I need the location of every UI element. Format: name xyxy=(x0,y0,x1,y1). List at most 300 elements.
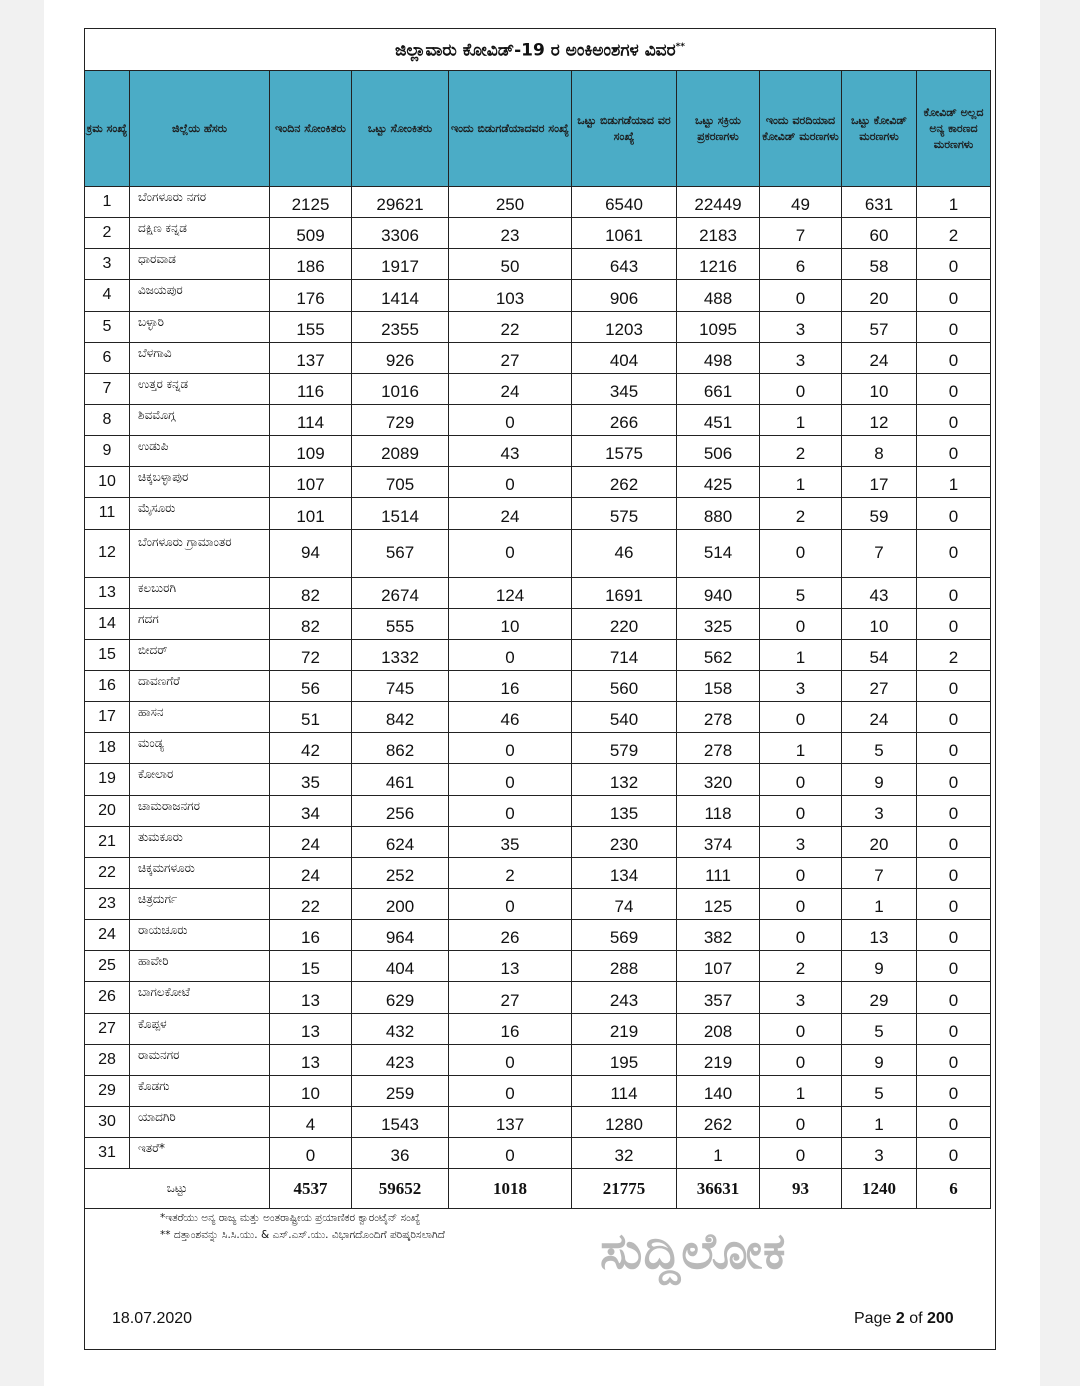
value-cell: 35 xyxy=(270,764,352,795)
value-cell: 1514 xyxy=(352,498,449,529)
value-cell: 0 xyxy=(449,1138,572,1169)
value-cell: 862 xyxy=(352,733,449,764)
district-name-cell: ತುಮಕೂರು xyxy=(130,826,270,857)
value-cell: 0 xyxy=(917,1138,991,1169)
value-cell: 219 xyxy=(572,1013,677,1044)
value-cell: 43 xyxy=(449,436,572,467)
serial-cell: 30 xyxy=(85,1106,130,1137)
column-header: ಒಟ್ಟು ಬಿಡುಗಡೆಯಾದ ವರ ಸಂಖ್ಯೆ xyxy=(572,71,677,187)
column-header: ಇಂದು ಬಿಡುಗಡೆಯಾದವರ ಸಂಖ್ಯೆ xyxy=(449,71,572,187)
value-cell: 13 xyxy=(449,951,572,982)
value-cell: 3 xyxy=(760,670,842,701)
value-cell: 9 xyxy=(842,951,917,982)
value-cell: 906 xyxy=(572,280,677,311)
value-cell: 5 xyxy=(842,1075,917,1106)
district-name-cell: ಕೋಲಾರ xyxy=(130,764,270,795)
value-cell: 34 xyxy=(270,795,352,826)
value-cell: 2 xyxy=(449,857,572,888)
value-cell: 155 xyxy=(270,311,352,342)
value-cell: 0 xyxy=(760,888,842,919)
district-name-cell: ಚಾಮರಾಜನಗರ xyxy=(130,795,270,826)
value-cell: 111 xyxy=(677,857,760,888)
value-cell: 1414 xyxy=(352,280,449,311)
value-cell: 567 xyxy=(352,529,449,577)
value-cell: 926 xyxy=(352,342,449,373)
value-cell: 0 xyxy=(760,857,842,888)
serial-cell: 24 xyxy=(85,920,130,951)
value-cell: 32 xyxy=(572,1138,677,1169)
value-cell: 0 xyxy=(917,249,991,280)
value-cell: 0 xyxy=(449,639,572,670)
value-cell: 0 xyxy=(917,826,991,857)
value-cell: 10 xyxy=(270,1075,352,1106)
value-cell: 220 xyxy=(572,608,677,639)
district-name-cell: ಬೆಳಗಾವಿ xyxy=(130,342,270,373)
value-cell: 24 xyxy=(842,702,917,733)
value-cell: 116 xyxy=(270,373,352,404)
value-cell: 60 xyxy=(842,218,917,249)
value-cell: 5 xyxy=(760,577,842,608)
table-row xyxy=(85,187,991,218)
value-cell: 631 xyxy=(842,187,917,218)
district-name-cell: ರಾಮನಗರ xyxy=(130,1044,270,1075)
covid-district-table xyxy=(84,70,991,1209)
value-cell: 103 xyxy=(449,280,572,311)
district-name-cell: ಶಿವಮೊಗ್ಗ xyxy=(130,404,270,435)
totals-row xyxy=(85,1169,991,1209)
district-name-cell: ಧಾರವಾಡ xyxy=(130,249,270,280)
value-cell: 54 xyxy=(842,639,917,670)
value-cell: 13 xyxy=(270,1013,352,1044)
value-cell: 0 xyxy=(449,1044,572,1075)
value-cell: 488 xyxy=(677,280,760,311)
serial-cell: 2 xyxy=(85,218,130,249)
value-cell: 58 xyxy=(842,249,917,280)
value-cell: 250 xyxy=(449,187,572,218)
value-cell: 43 xyxy=(842,577,917,608)
table-row xyxy=(85,280,991,311)
value-cell: 137 xyxy=(449,1106,572,1137)
value-cell: 0 xyxy=(760,920,842,951)
value-cell: 24 xyxy=(842,342,917,373)
table-row xyxy=(85,951,991,982)
value-cell: 1332 xyxy=(352,639,449,670)
value-cell: 134 xyxy=(572,857,677,888)
table-row xyxy=(85,857,991,888)
value-cell: 35 xyxy=(449,826,572,857)
value-cell: 8 xyxy=(842,436,917,467)
value-cell: 714 xyxy=(572,639,677,670)
value-cell: 0 xyxy=(917,608,991,639)
value-cell: 107 xyxy=(270,467,352,498)
value-cell: 3 xyxy=(842,1138,917,1169)
value-cell: 0 xyxy=(917,1044,991,1075)
serial-cell: 8 xyxy=(85,404,130,435)
column-header: ಜಿಲ್ಲೆಯ ಹೆಸರು xyxy=(130,71,270,187)
value-cell: 29621 xyxy=(352,187,449,218)
value-cell: 2674 xyxy=(352,577,449,608)
value-cell: 12 xyxy=(842,404,917,435)
table-row xyxy=(85,826,991,857)
value-cell: 1016 xyxy=(352,373,449,404)
value-cell: 0 xyxy=(760,529,842,577)
value-cell: 0 xyxy=(917,982,991,1013)
serial-cell: 19 xyxy=(85,764,130,795)
value-cell: 16 xyxy=(449,670,572,701)
table-row xyxy=(85,639,991,670)
value-cell: 1575 xyxy=(572,436,677,467)
table-row xyxy=(85,982,991,1013)
total-cell: 36631 xyxy=(677,1169,760,1209)
watermark-logo: ಸುದ್ದಿಲೋಕ xyxy=(600,1222,787,1280)
value-cell: 1 xyxy=(760,404,842,435)
column-header: ಕ್ರಮ ಸಂಖ್ಯೆ xyxy=(85,71,130,187)
value-cell: 629 xyxy=(352,982,449,1013)
serial-cell: 21 xyxy=(85,826,130,857)
table-row xyxy=(85,373,991,404)
value-cell: 0 xyxy=(917,1106,991,1137)
value-cell: 0 xyxy=(917,577,991,608)
value-cell: 1691 xyxy=(572,577,677,608)
value-cell: 0 xyxy=(760,373,842,404)
district-name-cell: ಕಲಬುರಗಿ xyxy=(130,577,270,608)
value-cell: 2 xyxy=(917,218,991,249)
value-cell: 506 xyxy=(677,436,760,467)
value-cell: 94 xyxy=(270,529,352,577)
district-name-cell: ಬಾಗಲಕೋಟೆ xyxy=(130,982,270,1013)
column-header: ಇಂದು ವರದಿಯಾದ ಕೋವಿಡ್ ಮರಣಗಳು xyxy=(760,71,842,187)
district-name-cell: ಉತ್ತರ ಕನ್ನಡ xyxy=(130,373,270,404)
serial-cell: 20 xyxy=(85,795,130,826)
value-cell: 0 xyxy=(917,373,991,404)
table-row xyxy=(85,467,991,498)
district-name-cell: ಬಳ್ಳಾರಿ xyxy=(130,311,270,342)
column-header: ಕೋವಿಡ್ ಅಲ್ಲದ ಅನ್ಯ ಕಾರಣದ ಮರಣಗಳು xyxy=(917,71,991,187)
value-cell: 0 xyxy=(917,920,991,951)
value-cell: 498 xyxy=(677,342,760,373)
value-cell: 24 xyxy=(270,857,352,888)
value-cell: 56 xyxy=(270,670,352,701)
value-cell: 259 xyxy=(352,1075,449,1106)
value-cell: 57 xyxy=(842,311,917,342)
value-cell: 158 xyxy=(677,670,760,701)
value-cell: 10 xyxy=(842,608,917,639)
value-cell: 0 xyxy=(917,404,991,435)
district-name-cell: ಚಿತ್ರದುರ್ಗ xyxy=(130,888,270,919)
table-row xyxy=(85,249,991,280)
page-current: 2 xyxy=(895,1310,905,1327)
value-cell: 1216 xyxy=(677,249,760,280)
serial-cell: 6 xyxy=(85,342,130,373)
value-cell: 132 xyxy=(572,764,677,795)
district-name-cell: ವಿಜಯಪುರ xyxy=(130,280,270,311)
value-cell: 118 xyxy=(677,795,760,826)
value-cell: 17 xyxy=(842,467,917,498)
value-cell: 1 xyxy=(760,639,842,670)
value-cell: 451 xyxy=(677,404,760,435)
serial-cell: 1 xyxy=(85,187,130,218)
value-cell: 252 xyxy=(352,857,449,888)
value-cell: 7 xyxy=(760,218,842,249)
value-cell: 461 xyxy=(352,764,449,795)
value-cell: 137 xyxy=(270,342,352,373)
table-row xyxy=(85,436,991,467)
value-cell: 3 xyxy=(760,342,842,373)
value-cell: 1 xyxy=(917,187,991,218)
value-cell: 1543 xyxy=(352,1106,449,1137)
district-name-cell: ಕೊಡಗು xyxy=(130,1075,270,1106)
value-cell: 0 xyxy=(760,764,842,795)
total-cell: 4537 xyxy=(270,1169,352,1209)
value-cell: 0 xyxy=(917,280,991,311)
value-cell: 540 xyxy=(572,702,677,733)
value-cell: 0 xyxy=(917,795,991,826)
value-cell: 5 xyxy=(842,733,917,764)
table-row xyxy=(85,342,991,373)
value-cell: 1 xyxy=(760,733,842,764)
value-cell: 266 xyxy=(572,404,677,435)
value-cell: 0 xyxy=(760,280,842,311)
value-cell: 5 xyxy=(842,1013,917,1044)
value-cell: 0 xyxy=(760,1044,842,1075)
district-name-cell: ಬೆಂಗಳೂರು ಗ್ರಾಮಾಂತರ xyxy=(130,529,270,577)
value-cell: 208 xyxy=(677,1013,760,1044)
value-cell: 22 xyxy=(270,888,352,919)
value-cell: 124 xyxy=(449,577,572,608)
value-cell: 2125 xyxy=(270,187,352,218)
value-cell: 186 xyxy=(270,249,352,280)
value-cell: 3 xyxy=(760,311,842,342)
value-cell: 0 xyxy=(917,764,991,795)
value-cell: 1 xyxy=(842,888,917,919)
total-cell: 59652 xyxy=(352,1169,449,1209)
value-cell: 404 xyxy=(352,951,449,982)
value-cell: 509 xyxy=(270,218,352,249)
value-cell: 59 xyxy=(842,498,917,529)
table-row xyxy=(85,218,991,249)
district-name-cell: ಯಾದಗಿರಿ xyxy=(130,1106,270,1137)
page-prefix: Page xyxy=(854,1310,892,1327)
value-cell: 2 xyxy=(760,951,842,982)
value-cell: 4 xyxy=(270,1106,352,1137)
value-cell: 125 xyxy=(677,888,760,919)
value-cell: 643 xyxy=(572,249,677,280)
column-header: ಒಟ್ಟು ಸೋಂಕಿತರು xyxy=(352,71,449,187)
serial-cell: 31 xyxy=(85,1138,130,1169)
value-cell: 320 xyxy=(677,764,760,795)
value-cell: 1061 xyxy=(572,218,677,249)
value-cell: 114 xyxy=(572,1075,677,1106)
table-row xyxy=(85,764,991,795)
value-cell: 560 xyxy=(572,670,677,701)
page-number xyxy=(854,1310,954,1328)
value-cell: 2 xyxy=(917,639,991,670)
value-cell: 3 xyxy=(760,982,842,1013)
value-cell: 278 xyxy=(677,702,760,733)
value-cell: 1 xyxy=(842,1106,917,1137)
value-cell: 13 xyxy=(270,1044,352,1075)
value-cell: 579 xyxy=(572,733,677,764)
value-cell: 0 xyxy=(449,795,572,826)
value-cell: 195 xyxy=(572,1044,677,1075)
value-cell: 0 xyxy=(449,467,572,498)
value-cell: 1280 xyxy=(572,1106,677,1137)
value-cell: 880 xyxy=(677,498,760,529)
table-row xyxy=(85,608,991,639)
table-row xyxy=(85,1013,991,1044)
value-cell: 72 xyxy=(270,639,352,670)
value-cell: 940 xyxy=(677,577,760,608)
value-cell: 0 xyxy=(917,951,991,982)
district-name-cell: ಇತರೆ* xyxy=(130,1138,270,1169)
value-cell: 0 xyxy=(917,733,991,764)
serial-cell: 22 xyxy=(85,857,130,888)
district-name-cell: ಹಾಸನ xyxy=(130,702,270,733)
district-name-cell: ಮೈಸೂರು xyxy=(130,498,270,529)
value-cell: 0 xyxy=(449,733,572,764)
value-cell: 2089 xyxy=(352,436,449,467)
table-row xyxy=(85,1138,991,1169)
totals-label: ಒಟ್ಟು xyxy=(85,1169,270,1209)
column-header: ಒಟ್ಟು ಕೋವಿಡ್ ಮರಣಗಳು xyxy=(842,71,917,187)
serial-cell: 23 xyxy=(85,888,130,919)
table-row xyxy=(85,888,991,919)
value-cell: 16 xyxy=(449,1013,572,1044)
value-cell: 842 xyxy=(352,702,449,733)
value-cell: 50 xyxy=(449,249,572,280)
value-cell: 243 xyxy=(572,982,677,1013)
value-cell: 101 xyxy=(270,498,352,529)
column-header: ಒಟ್ಟು ಸಕ್ರಿಯ ಪ್ರಕರಣಗಳು xyxy=(677,71,760,187)
serial-cell: 13 xyxy=(85,577,130,608)
value-cell: 82 xyxy=(270,577,352,608)
table-row xyxy=(85,529,991,577)
total-cell: 6 xyxy=(917,1169,991,1209)
value-cell: 7 xyxy=(842,529,917,577)
value-cell: 729 xyxy=(352,404,449,435)
value-cell: 0 xyxy=(760,702,842,733)
value-cell: 24 xyxy=(270,826,352,857)
table-row xyxy=(85,733,991,764)
value-cell: 514 xyxy=(677,529,760,577)
value-cell: 36 xyxy=(352,1138,449,1169)
value-cell: 74 xyxy=(572,888,677,919)
serial-cell: 27 xyxy=(85,1013,130,1044)
page-total: 200 xyxy=(926,1310,954,1327)
value-cell: 1203 xyxy=(572,311,677,342)
value-cell: 661 xyxy=(677,373,760,404)
table-row xyxy=(85,670,991,701)
value-cell: 26 xyxy=(449,920,572,951)
document-date: 18.07.2020 xyxy=(112,1310,193,1327)
value-cell: 46 xyxy=(572,529,677,577)
district-name-cell: ಕೊಪ್ಪಳ xyxy=(130,1013,270,1044)
value-cell: 0 xyxy=(449,404,572,435)
value-cell: 0 xyxy=(917,702,991,733)
value-cell: 24 xyxy=(449,373,572,404)
district-name-cell: ಚಿಕ್ಕಬಳ್ಳಾಪುರ xyxy=(130,467,270,498)
district-name-cell: ಚಿಕ್ಕಮಗಳೂರು xyxy=(130,857,270,888)
value-cell: 1 xyxy=(677,1138,760,1169)
value-cell: 51 xyxy=(270,702,352,733)
value-cell: 29 xyxy=(842,982,917,1013)
value-cell: 3306 xyxy=(352,218,449,249)
value-cell: 562 xyxy=(677,639,760,670)
table-row xyxy=(85,311,991,342)
value-cell: 0 xyxy=(917,436,991,467)
value-cell: 262 xyxy=(677,1106,760,1137)
value-cell: 24 xyxy=(449,498,572,529)
value-cell: 2 xyxy=(760,498,842,529)
total-cell: 1240 xyxy=(842,1169,917,1209)
value-cell: 114 xyxy=(270,404,352,435)
value-cell: 140 xyxy=(677,1075,760,1106)
serial-cell: 12 xyxy=(85,529,130,577)
serial-cell: 29 xyxy=(85,1075,130,1106)
value-cell: 325 xyxy=(677,608,760,639)
serial-cell: 7 xyxy=(85,373,130,404)
value-cell: 135 xyxy=(572,795,677,826)
value-cell: 0 xyxy=(917,342,991,373)
value-cell: 432 xyxy=(352,1013,449,1044)
table-row xyxy=(85,498,991,529)
serial-cell: 28 xyxy=(85,1044,130,1075)
value-cell: 1 xyxy=(917,467,991,498)
value-cell: 745 xyxy=(352,670,449,701)
value-cell: 0 xyxy=(449,529,572,577)
table-header-row xyxy=(85,71,991,187)
value-cell: 0 xyxy=(917,1075,991,1106)
table-body xyxy=(85,187,991,1169)
serial-cell: 9 xyxy=(85,436,130,467)
value-cell: 6 xyxy=(760,249,842,280)
serial-cell: 14 xyxy=(85,608,130,639)
value-cell: 20 xyxy=(842,826,917,857)
value-cell: 357 xyxy=(677,982,760,1013)
value-cell: 256 xyxy=(352,795,449,826)
total-cell: 1018 xyxy=(449,1169,572,1209)
value-cell: 0 xyxy=(449,888,572,919)
value-cell: 200 xyxy=(352,888,449,919)
value-cell: 176 xyxy=(270,280,352,311)
value-cell: 219 xyxy=(677,1044,760,1075)
district-name-cell: ಗದಗ xyxy=(130,608,270,639)
footnotes xyxy=(160,1210,445,1244)
serial-cell: 10 xyxy=(85,467,130,498)
total-cell: 93 xyxy=(760,1169,842,1209)
value-cell: 22 xyxy=(449,311,572,342)
value-cell: 382 xyxy=(677,920,760,951)
serial-cell: 3 xyxy=(85,249,130,280)
value-cell: 569 xyxy=(572,920,677,951)
table-row xyxy=(85,1106,991,1137)
value-cell: 10 xyxy=(449,608,572,639)
value-cell: 1 xyxy=(760,467,842,498)
value-cell: 0 xyxy=(917,1013,991,1044)
footnote: ** ದತ್ತಾಂಶವನ್ನು ಸಿ.ಸಿ.ಯು. & ಎಸ್.ಎಸ್.ಯು. ವಿಭಾಗದೊಂದಿಗೆ ಪರಿಷ್ಕರಿಸಲಾಗಿದೆ xyxy=(160,1229,445,1241)
value-cell: 10 xyxy=(842,373,917,404)
serial-cell: 18 xyxy=(85,733,130,764)
value-cell: 0 xyxy=(917,311,991,342)
value-cell: 9 xyxy=(842,1044,917,1075)
value-cell: 288 xyxy=(572,951,677,982)
total-cell: 21775 xyxy=(572,1169,677,1209)
value-cell: 1095 xyxy=(677,311,760,342)
value-cell: 2 xyxy=(760,436,842,467)
value-cell: 15 xyxy=(270,951,352,982)
table-row xyxy=(85,920,991,951)
value-cell: 0 xyxy=(760,608,842,639)
